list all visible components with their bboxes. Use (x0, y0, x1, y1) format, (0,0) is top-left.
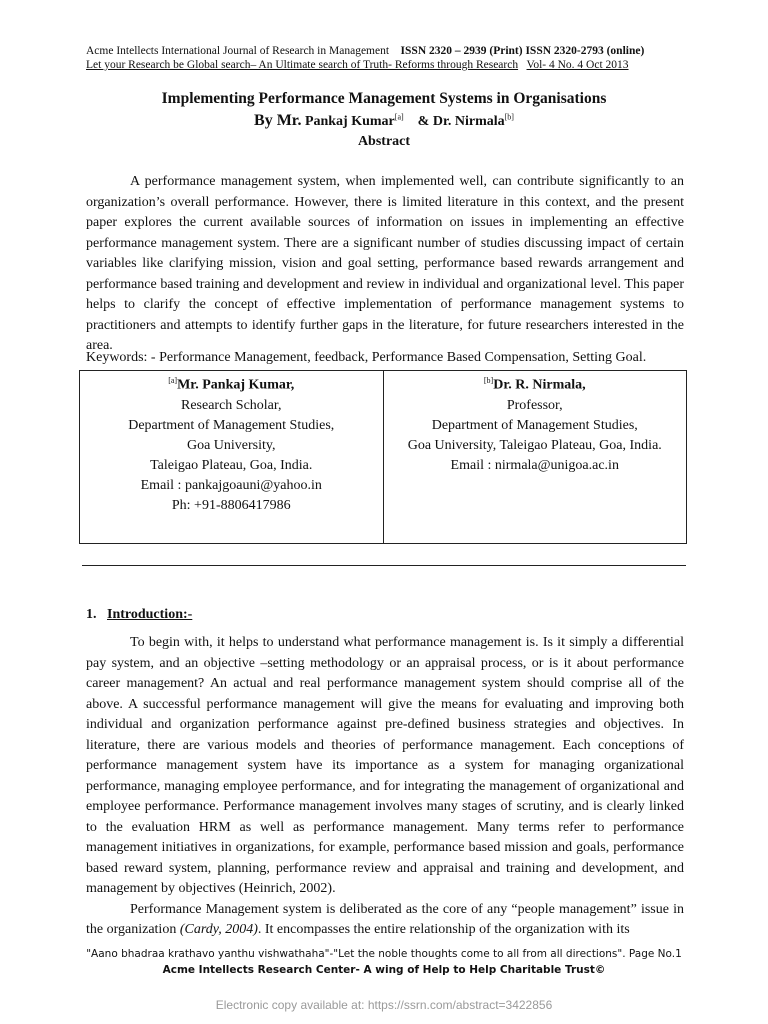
author-a-line: Department of Management Studies, (128, 417, 335, 433)
introduction-body (86, 633, 684, 941)
intro-paragraph-2 (86, 900, 684, 941)
author-a-line: Goa University, (186, 437, 276, 453)
abstract-text: A performance management system, when implemented well, can contribute significantly to an organization’s overall performance. However, there is limited literature in this context, and the present paper explores the current available sources of information on issues in implementing an effective performance management system. There are a significant number of studies discussing impact of certain variables like clarifying mission, vision and goal setting, performance based rewards arrangement and performance based training and development and review in individual and organizational level. This paper helps to clarify the concept of effective implementation of performance management systems to practitioners and attempts to identify further gaps in the literature, for future researchers interested in the area. (86, 174, 684, 353)
intro-p2-citation: (Cardy, 2004) (179, 922, 258, 937)
author-b-line: Goa University, Taleigao Plateau, Goa, India. (407, 437, 662, 453)
footer-center: Acme Intellects Research Center- A wing of Help to Help Charitable Trust© (162, 964, 606, 976)
author-b-name-line (384, 371, 687, 396)
ssrn-watermark: Electronic copy available at: https://ssrn.com/abstract=3422856 (215, 998, 553, 1012)
section-heading (86, 607, 192, 623)
author-a-email: Email : pankajgoauni@yahoo.in (140, 477, 322, 493)
byline-author2: & Dr. Nirmala (417, 114, 505, 129)
journal-volume: Vol- 4 No. 4 Oct 2013 (526, 59, 629, 71)
journal-tagline: Let your Research be Global search– An Ultimate search of Truth- Reforms through Research (86, 59, 519, 71)
author-b-sup: [b] (483, 376, 494, 385)
byline-author1-sup: [a] (394, 112, 404, 122)
paper-title: Implementing Performance Management Systems in Organisations (161, 90, 607, 107)
author-a-line: Taleigao Plateau, Goa, India. (150, 457, 313, 473)
journal-subheader (86, 58, 686, 72)
footer-quote: "Aano bhadraa krathavo yanthu vishwathaha"-"Let the noble thoughts come to all from all directions". Page No.1 (86, 948, 682, 960)
author-a-name-line (80, 371, 383, 396)
author-b-email: Email : nirmala@unigoa.ac.in (450, 457, 619, 473)
intro-p2-text-b: . It encompasses the entire relationship of the organization with its (257, 922, 630, 937)
byline (0, 112, 768, 130)
author-a-name: Mr. Pankaj Kumar, (177, 377, 295, 393)
intro-p2-text-a: Performance Management system is deliberated as the core of any “people management” issue in the organization (86, 901, 684, 937)
author-a-phone: Ph: +91-8806417986 (171, 497, 291, 513)
section-title: Introduction:- (107, 607, 193, 622)
journal-name: Acme Intellects International Journal of Research in Management (86, 45, 390, 57)
keywords: Keywords: - Performance Management, feedback, Performance Based Compensation, Setting Goal. (86, 350, 647, 365)
author-b-name: Dr. R. Nirmala, (493, 377, 586, 393)
byline-by: By Mr. (254, 112, 302, 129)
section-divider (82, 565, 686, 566)
author-a-line: Research Scholar, (180, 397, 282, 413)
author-b-line: Professor, (506, 397, 563, 413)
journal-header (86, 44, 686, 58)
author-affiliation-table (79, 370, 687, 544)
author-a-cell (80, 371, 383, 543)
author-b-cell (383, 371, 687, 543)
byline-author2-sup: [b] (504, 112, 514, 122)
section-number: 1. (86, 607, 97, 622)
abstract-heading: Abstract (357, 134, 411, 149)
author-a-sup: [a] (168, 376, 178, 385)
issn: ISSN 2320 – 2939 (Print) ISSN 2320-2793 (online) (400, 45, 645, 57)
intro-paragraph-1: To begin with, it helps to understand what performance management is. Is it simply a differential pay system, and an objective –setting methodology or an appraisal process, or is it about performance career management? An actual and real performance management system should comprise all of the above. A successful performance management will give the means for evaluating and improving both individual and organization performance against pre-defined business strategies and objectives. In literature, there are various models and theories of performance management. Each conceptions of performance management system have its importance as a system for managing organizational performance, managing employee performance, and for integrating the management of organizational and employee performance. Performance management involves many stages of scrutiny, and is clearly linked to the evaluation HRM as well as performance management. Many terms refer to performance management initiatives in organizations, for example, performance based mission and goals, performance based reward system, planning, performance review and appraisal and training and development, and management by objectives (Heinrich, 2002). (86, 635, 684, 896)
author-b-line: Department of Management Studies, (431, 417, 638, 433)
byline-author1: Pankaj Kumar (304, 114, 395, 129)
